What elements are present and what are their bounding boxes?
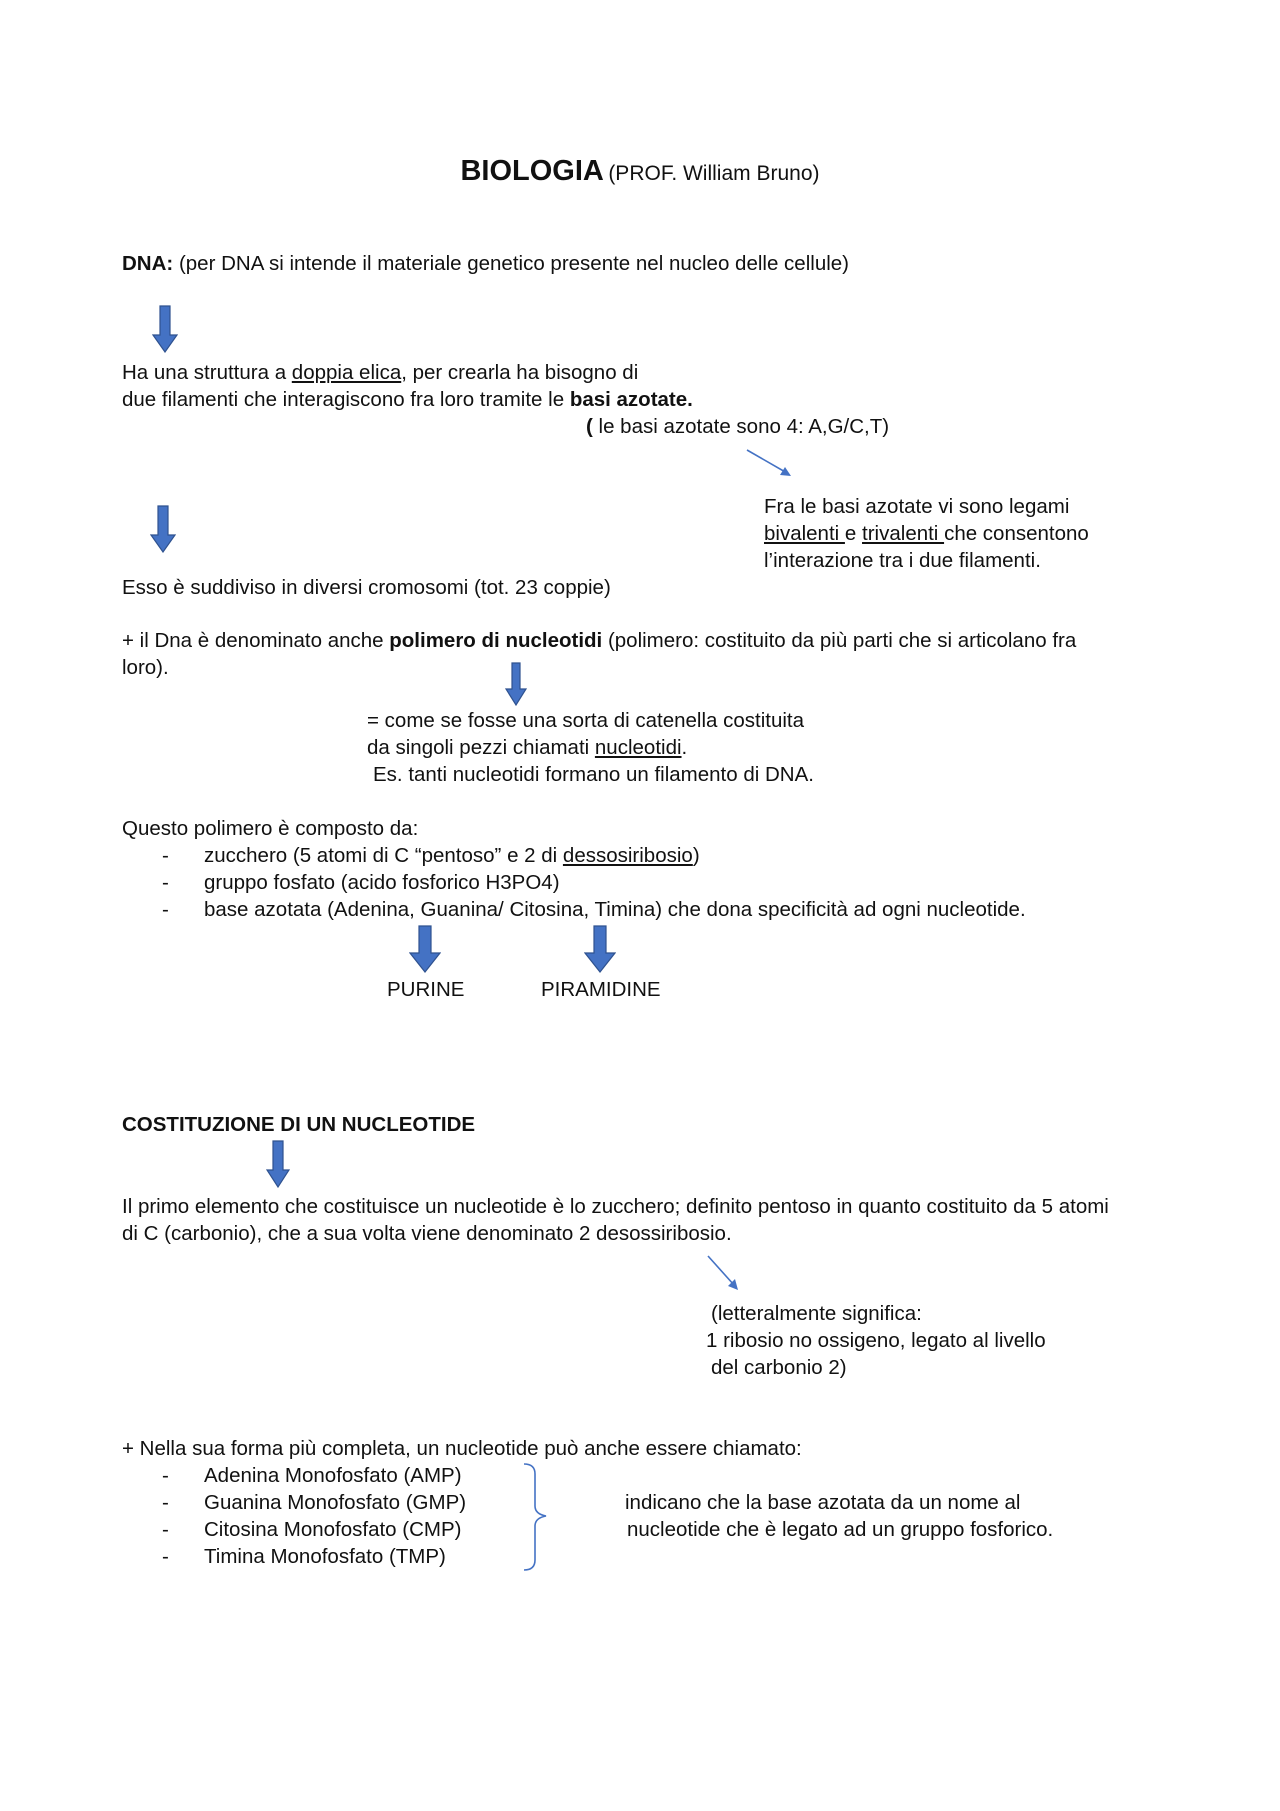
bases-note-a: (: [586, 415, 599, 438]
down-arrow-icon: [584, 925, 616, 973]
polymer-text-a: + il Dna è denominato anche: [122, 629, 390, 652]
down-arrow-icon: [150, 505, 176, 553]
chain-text-a: da singoli pezzi chiamati: [367, 736, 595, 759]
composition-item: [162, 870, 560, 896]
structure-line2-a: due filamenti che interagiscono fra loro tramite le: [122, 388, 570, 411]
polymer-line-2: loro).: [122, 656, 169, 679]
chromosomes-line: Esso è suddiviso in diversi cromosomi (tot. 23 coppie): [122, 576, 611, 599]
nucleotide-heading: COSTITUZIONE DI UN NUCLEOTIDE: [122, 1113, 476, 1136]
composition-intro: Questo polimero è composto da:: [122, 817, 419, 840]
bullet: -: [162, 844, 169, 867]
list-item: [162, 1517, 461, 1543]
tmp-item: Timina Monofosfato (TMP): [204, 1545, 446, 1568]
bases-note-b: le basi azotate sono 4: A,G/C,T): [598, 415, 890, 438]
bullet: -: [162, 871, 169, 894]
bullet: -: [162, 898, 169, 921]
dna-definition-text: (per DNA si intende il materiale genetico presente nel nucleo delle cellule): [178, 252, 849, 275]
monophosphate-explanation-1: indicano che la base azotata da un nome al: [625, 1491, 1021, 1514]
chain-line-2: [367, 735, 687, 761]
bullet: -: [162, 1464, 169, 1487]
down-arrow-icon: [152, 305, 178, 353]
purine-label: PURINE: [387, 978, 465, 1001]
complete-form-intro: + Nella sua forma più completa, un nucleotide può anche essere chiamato:: [122, 1437, 802, 1460]
down-arrow-icon: [409, 925, 441, 973]
pyrimidine-label: PIRAMIDINE: [541, 978, 661, 1001]
deoxyribose-note-2: 1 ribosio no ossigeno, legato al livello: [706, 1329, 1046, 1352]
polymer-line-1: [122, 628, 1076, 654]
bullet: -: [162, 1545, 169, 1568]
structure-text-b: doppia elica: [291, 361, 402, 384]
brace-icon: [522, 1462, 552, 1572]
list-item: [162, 1490, 466, 1516]
diagonal-arrow-icon: [706, 1254, 742, 1294]
deoxyribose-note-3: del carbonio 2): [711, 1356, 847, 1379]
list-item: [162, 1544, 446, 1570]
item1-text-b: dessosiribosio: [562, 844, 693, 867]
polymer-text-c: (polimero: costituito da più parti che si articolano fra: [602, 629, 1077, 652]
monophosphate-explanation-2: nucleotide che è legato ad un gruppo fosforico.: [627, 1518, 1054, 1541]
chain-text-b: nucleotidi: [594, 736, 682, 759]
down-arrow-icon: [266, 1140, 290, 1188]
gmp-item: Guanina Monofosfato (GMP): [204, 1491, 467, 1514]
structure-line2-b: basi azotate.: [569, 388, 693, 411]
bullet: -: [162, 1518, 169, 1541]
structure-text-a: Ha una struttura a: [122, 361, 292, 384]
bonds-trivalent: trivalenti: [862, 522, 945, 545]
amp-item: Adenina Monofosfato (AMP): [204, 1464, 462, 1487]
item2-text: gruppo fosfato (acido fosforico H3PO4): [204, 871, 560, 894]
bonds-note-3: l’interazione tra i due filamenti.: [764, 549, 1041, 572]
dna-definition: [122, 251, 849, 277]
chain-text-c: .: [681, 736, 688, 759]
title-main: BIOLOGIA: [460, 155, 604, 187]
list-item: [162, 1463, 462, 1489]
bonds-bivalent: bivalenti: [764, 522, 845, 545]
chain-line-3: Es. tanti nucleotidi formano un filamento di DNA.: [373, 763, 814, 786]
page-title: [0, 155, 1280, 188]
structure-line-2: [122, 387, 693, 413]
chain-line-1: = come se fosse una sorta di catenella costituita: [367, 709, 805, 732]
bases-note: [586, 414, 889, 440]
structure-line-1: [122, 360, 638, 386]
dna-label: DNA:: [122, 252, 174, 275]
bonds-rest: che consentono: [944, 522, 1089, 545]
polymer-text-b: polimero di nucleotidi: [389, 629, 603, 652]
nucleotide-paragraph-2: di C (carbonio), che a sua volta viene denominato 2 desossiribosio.: [122, 1222, 732, 1245]
deoxyribose-note-1: (letteralmente significa:: [711, 1302, 922, 1325]
structure-text-c: , per crearla ha bisogno di: [401, 361, 639, 384]
composition-item: [162, 897, 1026, 923]
bullet: -: [162, 1491, 169, 1514]
bonds-note-1: Fra le basi azotate vi sono legami: [764, 495, 1070, 518]
item3-text: base azotata (Adenina, Guanina/ Citosina, Timina) che dona specificità ad ogni nucleotide.: [204, 898, 1026, 921]
down-arrow-icon: [505, 662, 527, 706]
item1-text-a: zucchero (5 atomi di C “pentoso” e 2 di: [204, 844, 563, 867]
title-sub: (PROF. William Bruno): [608, 162, 820, 185]
bonds-and: e: [844, 522, 863, 545]
nucleotide-paragraph-1: Il primo elemento che costituisce un nucleotide è lo zucchero; definito pentoso in quanto costituito da 5 atomi: [122, 1195, 1109, 1218]
cmp-item: Citosina Monofosfato (CMP): [204, 1518, 462, 1541]
composition-item: [162, 843, 700, 869]
bonds-note-2: [764, 521, 1089, 547]
diagonal-arrow-icon: [745, 448, 795, 480]
item1-text-c: ): [692, 844, 700, 867]
